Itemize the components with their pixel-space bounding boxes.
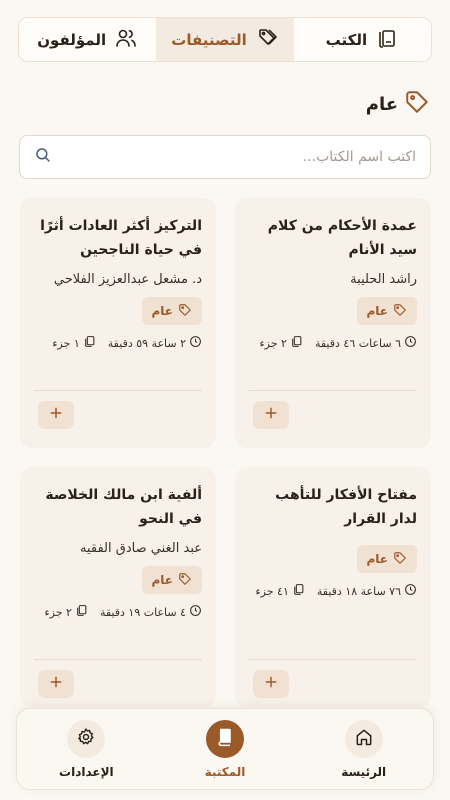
nav-home[interactable] <box>304 720 424 779</box>
parts-text: ٢ جزء <box>44 605 72 619</box>
book-meta <box>34 604 202 620</box>
duration <box>100 604 202 620</box>
gear-icon <box>76 727 96 751</box>
search-icon[interactable] <box>34 146 60 168</box>
search-box <box>19 135 431 179</box>
parts <box>260 335 303 351</box>
tag-icon <box>393 551 407 568</box>
add-button[interactable] <box>253 670 289 698</box>
parts <box>52 335 95 351</box>
plus-icon <box>48 674 64 694</box>
card-divider <box>34 659 202 660</box>
tag-icon <box>393 303 407 320</box>
add-button[interactable] <box>38 401 74 429</box>
category-badge[interactable] <box>142 297 203 325</box>
book-author: راشد الحليبة <box>350 272 417 287</box>
top-tabs <box>18 17 432 62</box>
nav-home-circle <box>345 720 383 758</box>
duration-text: ٦ ساعات ٤٦ دقيقة <box>314 336 401 350</box>
copy-icon <box>83 335 96 351</box>
parts-text: ٢ جزء <box>259 336 287 350</box>
category-badge[interactable] <box>357 297 418 325</box>
book-title: مفتاح الأفكار للتأهب لدار القرار <box>275 487 417 527</box>
home-icon <box>354 727 374 751</box>
copy-icon <box>75 604 88 620</box>
search-input[interactable] <box>60 149 416 165</box>
nav-settings[interactable] <box>26 720 146 779</box>
card-divider <box>249 390 417 391</box>
copy-icon <box>290 335 303 351</box>
nav-settings-label: الإعدادات <box>59 764 114 779</box>
book-card[interactable] <box>20 467 216 707</box>
book-card[interactable] <box>20 198 216 448</box>
category-header <box>366 90 430 118</box>
duration <box>108 335 202 351</box>
badge-label: عام <box>366 552 388 566</box>
duration <box>317 583 417 599</box>
copy-icon <box>292 583 305 599</box>
book-author: عبد الغني صادق الفقيه <box>80 541 202 556</box>
duration-text: ٢ ساعة ٥٩ دقيقة <box>107 336 186 350</box>
category-title: عام <box>365 93 398 115</box>
nav-settings-circle <box>67 720 105 758</box>
badge-label: عام <box>151 573 173 587</box>
plus-icon <box>263 405 279 425</box>
category-badge[interactable] <box>142 566 203 594</box>
book-meta <box>34 335 202 351</box>
book-title: التركيز أكثر العادات أثرًا في حياة الناجحين <box>40 218 202 258</box>
book-meta <box>249 335 417 351</box>
badge-label: عام <box>151 304 173 318</box>
users-icon <box>114 26 138 54</box>
plus-icon <box>263 674 279 694</box>
category-badge[interactable] <box>357 545 418 573</box>
book-meta <box>249 583 417 599</box>
tag-icon <box>404 89 430 120</box>
duration <box>315 335 417 351</box>
nav-library-label: المكتبة <box>204 764 246 779</box>
tab-books[interactable] <box>294 18 431 61</box>
book-title: ألفية ابن مالك الخلاصة في النحو <box>45 487 202 527</box>
add-button[interactable] <box>38 670 74 698</box>
tab-books-label: الكتب <box>325 30 368 49</box>
book-title: عمدة الأحكام من كلام سيد الأنام <box>267 218 417 258</box>
plus-icon <box>48 405 64 425</box>
book-card[interactable] <box>235 198 431 448</box>
tab-authors[interactable] <box>19 18 156 61</box>
parts-text: ١ جزء <box>52 336 80 350</box>
parts <box>45 604 88 620</box>
tag-icon <box>178 303 192 320</box>
duration-text: ٧٦ ساعة ١٨ دقيقة <box>316 584 401 598</box>
nav-home-label: الرئيسة <box>341 764 387 779</box>
tags-icon <box>255 26 279 54</box>
add-button[interactable] <box>253 401 289 429</box>
clock-icon <box>404 335 417 351</box>
clock-icon <box>404 583 417 599</box>
nav-library[interactable] <box>165 720 285 779</box>
book-icon <box>215 727 235 751</box>
card-divider <box>34 390 202 391</box>
nav-library-circle <box>206 720 244 758</box>
tab-authors-label: المؤلفون <box>37 30 107 49</box>
tag-icon <box>178 572 192 589</box>
books-icon <box>375 26 399 54</box>
bottom-nav <box>16 708 434 790</box>
clock-icon <box>189 335 202 351</box>
tab-categories[interactable] <box>156 18 293 61</box>
tab-categories-label: التصنيفات <box>171 30 247 49</box>
parts-text: ٤١ جزء <box>255 584 289 598</box>
parts <box>256 583 305 599</box>
book-author: د. مشعل عبدالعزيز الفلاحي <box>53 272 202 287</box>
clock-icon <box>189 604 202 620</box>
book-card[interactable] <box>235 467 431 707</box>
duration-text: ٤ ساعات ١٩ دقيقة <box>99 605 186 619</box>
badge-label: عام <box>366 304 388 318</box>
card-divider <box>249 659 417 660</box>
